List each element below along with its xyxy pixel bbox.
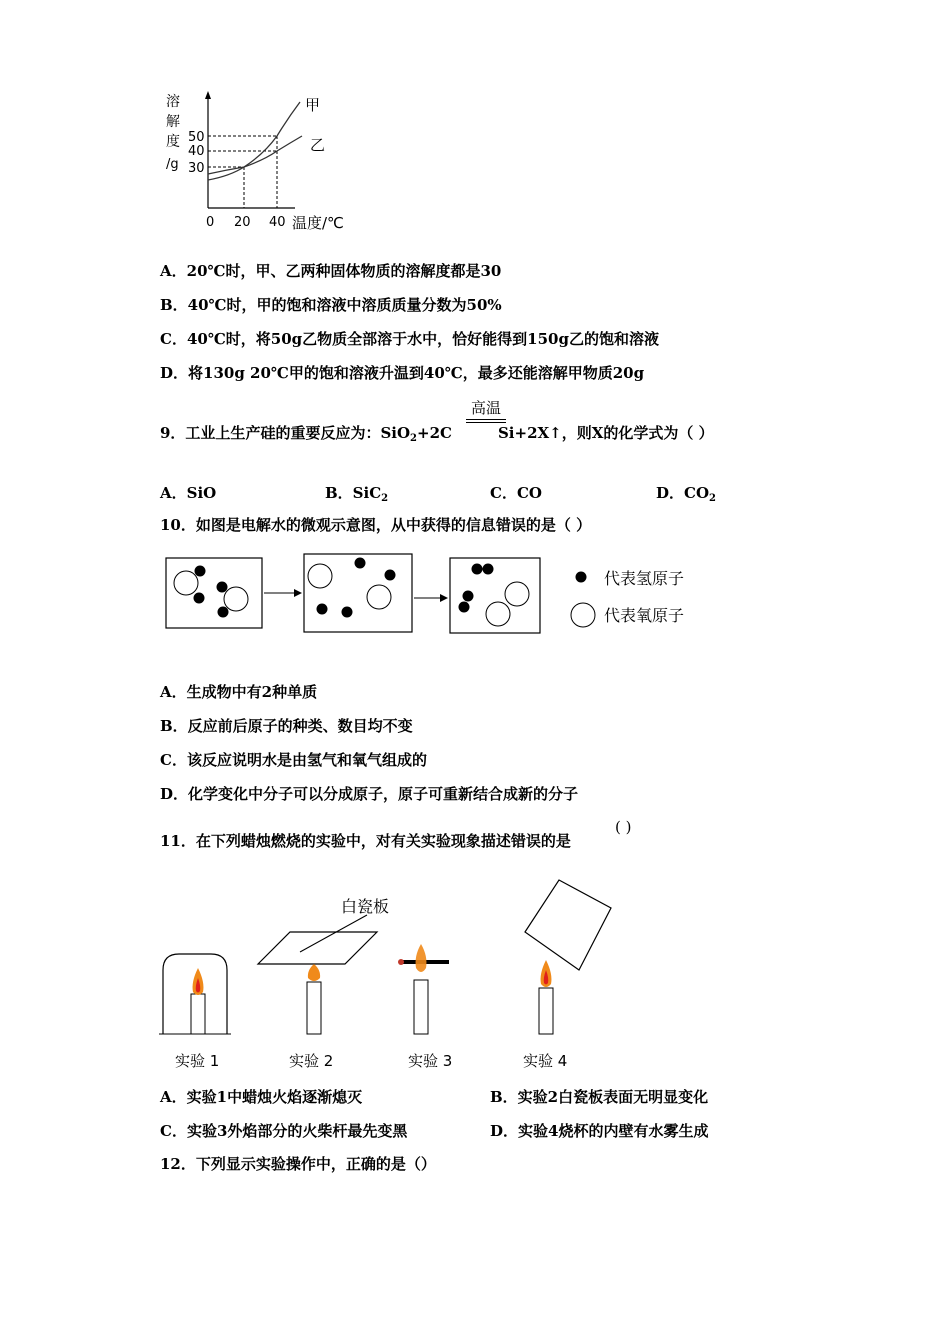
q8-option-a: A．20℃时，甲、乙两种固体物质的溶解度都是30 xyxy=(160,262,502,280)
oxygen-atom xyxy=(486,602,510,626)
hydrogen-atom xyxy=(218,607,229,618)
candle xyxy=(307,982,321,1034)
q9-condition-text: 高温 xyxy=(470,399,501,417)
board-label: 白瓷板 xyxy=(341,897,390,916)
hydrogen-atom xyxy=(472,564,483,575)
q11-option-a: A．实验1中蜡烛火焰逐渐熄灭 xyxy=(160,1088,363,1106)
q9-option-b-sub: 2 xyxy=(381,493,389,504)
hydrogen-atom xyxy=(355,558,366,569)
q9-suffix: Si+2X↑，则X的化学式为（ ） xyxy=(497,424,714,442)
exp-label: 实验 3 xyxy=(408,1052,453,1070)
curve-yi xyxy=(208,136,302,174)
exp-label: 实验 2 xyxy=(289,1052,334,1070)
arrow-head xyxy=(440,594,448,602)
arrow-head xyxy=(294,589,302,597)
y-label-char: 度 xyxy=(166,134,180,150)
q10-option-c: C．该反应说明水是由氢气和氧气组成的 xyxy=(160,751,427,769)
candle-experiments xyxy=(155,870,635,1080)
legend-oxygen-label: 代表氧原子 xyxy=(604,606,685,625)
q9-option-b-text: B．SiC xyxy=(325,484,382,502)
x-tick-label: 0 xyxy=(206,215,215,230)
curve-jia-label: 甲 xyxy=(305,96,321,114)
beaker xyxy=(525,880,611,970)
porcelain-plate xyxy=(258,932,377,964)
hydrogen-atom xyxy=(385,570,396,581)
q10-stem: 10．如图是电解水的微观示意图，从中获得的信息错误的是（ ） xyxy=(160,516,592,534)
q9-option-d-text: D．CO xyxy=(656,484,710,502)
electrolysis-diagram xyxy=(160,548,720,644)
y-tick-label: 50 xyxy=(188,130,205,145)
q9-condition xyxy=(466,397,506,423)
y-label-char: 溶 xyxy=(166,94,180,110)
curve-jia xyxy=(208,102,300,180)
y-label-char: /g xyxy=(166,157,179,172)
hydrogen-atom xyxy=(194,593,205,604)
oxygen-atom xyxy=(367,585,391,609)
legend-oxygen-icon xyxy=(571,603,595,627)
candle xyxy=(539,988,553,1034)
curve-yi-label: 乙 xyxy=(310,136,326,154)
hydrogen-atom xyxy=(342,607,353,618)
q9-option-d-sub: 2 xyxy=(709,493,716,504)
oxygen-atom xyxy=(174,571,198,595)
q11-option-d: D．实验4烧杯的内壁有水雾生成 xyxy=(490,1122,709,1140)
q9-option-d xyxy=(656,482,716,504)
y-axis-arrow xyxy=(205,91,211,99)
exp-label: 实验 1 xyxy=(175,1052,220,1070)
oxygen-atom xyxy=(505,582,529,606)
q8-option-c: C．40℃时，将50g乙物质全部溶于水中，恰好能得到150g乙的饱和溶液 xyxy=(160,330,659,348)
q9-stem xyxy=(160,423,714,449)
q11-option-c: C．实验3外焰部分的火柴杆最先变黑 xyxy=(160,1122,408,1140)
y-tick-label: 30 xyxy=(188,161,205,176)
oxygen-atom xyxy=(308,564,332,588)
q11-stem: 11．在下列蜡烛燃烧的实验中，对有关实验现象描述错误的是 xyxy=(160,832,571,850)
y-label-char: 解 xyxy=(166,114,180,130)
q10-option-d: D．化学变化中分子可以分成原子，原子可重新结合成新的分子 xyxy=(160,785,579,803)
legend-hydrogen-icon xyxy=(576,572,587,583)
q9-option-a: A．SiO xyxy=(160,484,217,502)
x-tick-label: 40 xyxy=(269,215,286,230)
hydrogen-atom xyxy=(217,582,228,593)
q10-option-b: B．反应前后原子的种类、数目均不变 xyxy=(160,717,413,735)
hydrogen-atom xyxy=(195,566,206,577)
hydrogen-atom xyxy=(459,602,470,613)
q9-sub: 2 xyxy=(410,433,418,444)
y-tick-label: 40 xyxy=(188,144,205,159)
candle xyxy=(191,994,205,1034)
x-tick-label: 20 xyxy=(234,215,251,230)
q8-option-d: D．将130g 20℃甲的饱和溶液升温到40℃，最多还能溶解甲物质20g xyxy=(160,364,645,382)
flame xyxy=(416,944,427,972)
hydrogen-atom xyxy=(317,604,328,615)
hydrogen-atom xyxy=(483,564,494,575)
oxygen-atom xyxy=(224,587,248,611)
legend-hydrogen-label: 代表氢原子 xyxy=(604,569,685,588)
q9-option-c: C．CO xyxy=(490,484,542,502)
q10-option-a: A．生成物中有2种单质 xyxy=(160,683,318,701)
match-head xyxy=(398,959,404,965)
q11-bracket: ( ) xyxy=(615,818,632,836)
flame xyxy=(308,964,320,981)
exp-label: 实验 4 xyxy=(523,1052,568,1070)
q9-mid: +2C xyxy=(417,424,452,442)
q8-option-b: B．40℃时，甲的饱和溶液中溶质质量分数为50% xyxy=(160,296,502,314)
q9-option-b xyxy=(325,482,388,504)
x-axis-label: 温度/℃ xyxy=(292,214,344,232)
solubility-graph xyxy=(160,88,360,238)
q12-stem: 12．下列显示实验操作中，正确的是（） xyxy=(160,1155,436,1173)
q11-option-b: B．实验2白瓷板表面无明显变化 xyxy=(490,1088,709,1106)
candle xyxy=(414,980,428,1034)
q9-prefix: 9．工业上生产硅的重要反应为：SiO xyxy=(160,424,411,442)
hydrogen-atom xyxy=(463,591,474,602)
